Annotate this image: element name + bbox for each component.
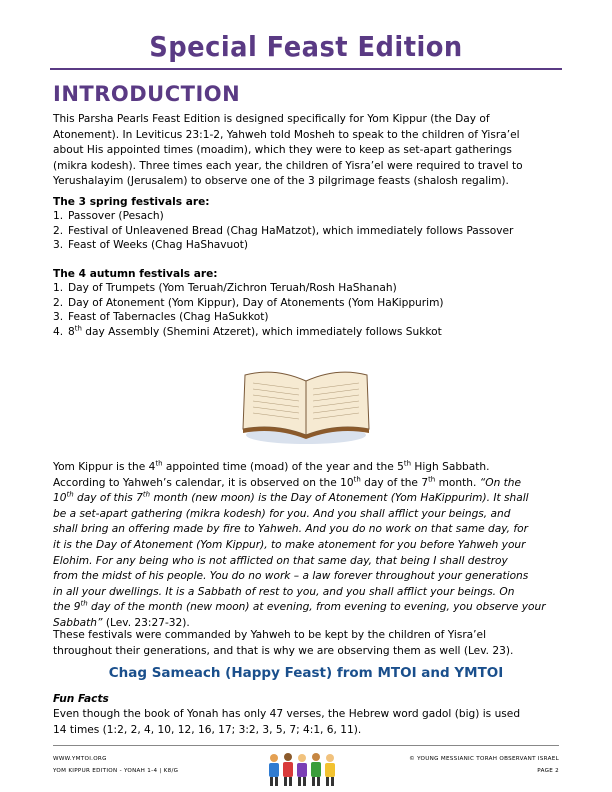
ordinal-number: 8 (68, 325, 75, 338)
yom-kippur-paragraph: Yom Kippur is the 4th appointed time (moad) of the year and the 5th High Sabbath. According to Yahweh’s calendar, it is observed on the 10th day of the 7th month. “On the 10th day of this 7th month (new moon) is the Day of Atonement (Yom HaKippurim). It shall be a set-apart gathering (mikra kodesh) for you. And you shall afflict your beings, and shall bring an offering made by fire to Yahweh. And you do no work on that same day, for it is the Day of Atonement (Yom Kippur), to make atonement for you before Yahweh your Elohim. For any being who is not afflicted on that same day, that being I shall destroy from the midst of his people. You do no work – a law forever throughout your generations in all your dwellings. It is a Sabbath of rest to you, and you shall afflict your beings. On the 9th day of the month (new moon) at evening, from evening to evening, you observe your Sabbath” (Lev. 23:27-32). (53, 460, 561, 632)
feast-greeting-banner: Chag Sameach (Happy Feast) from MTOI and YMTOI (108, 665, 504, 681)
list-number: 3. (53, 311, 64, 324)
list-text: Festival of Unleavened Bread (Chag HaMatzot), which immediately follows Passover (68, 224, 514, 237)
list-number: 1. (53, 210, 64, 222)
list-number: 1. (53, 282, 64, 294)
list-item (53, 238, 561, 253)
title-divider (50, 68, 562, 70)
footer-divider (53, 745, 559, 746)
list-item (53, 209, 561, 224)
fun-facts-paragraph (53, 707, 561, 738)
intro-line: about His appointed times (moadim), which they were to keep as set-apart gatherings (53, 144, 512, 157)
scripture-line: in all your dwellings. It is a Sabbath of rest to you, and you shall afflict your beings. On (53, 585, 515, 598)
footer-copyright: © YOUNG MESSIANIC TORAH OBSERVANT ISRAEL (409, 756, 559, 762)
list-number: 4. (53, 325, 64, 338)
intro-line: Atonement). In Leviticus 23:1-2, Yahweh told Mosheh to speak to the children of Yisra’el (53, 128, 520, 141)
scripture-line: Elohim. For any being who is not afflicted on that same day, that being I shall destroy (53, 554, 508, 567)
fun-fact-line: 14 times (1:2, 2, 4, 10, 12, 16, 17; 3:2, 3, 5, 7; 4:1, 6, 11). (53, 723, 362, 736)
page-title: Special Feast Edition (149, 30, 463, 63)
list-text: day Assembly (Shemini Atzeret), which immediately follows Sukkot (81, 325, 442, 338)
list-text: Feast of Weeks (Chag HaShavuot) (68, 239, 249, 252)
intro-line: This Parsha Pearls Feast Edition is designed specifically for Yom Kippur (the Day of (53, 113, 490, 125)
footer-website-link[interactable]: WWW.YMTOI.ORG (53, 756, 107, 762)
scripture-line: shall bring an offering made by fire to Yahweh. And you do no work on that same day, for (53, 523, 528, 536)
list-text: Passover (Pesach) (68, 210, 164, 222)
list-item (53, 325, 561, 340)
closing-line: throughout their generations, and that is why we are observing them as well (Lev. 23). (53, 644, 514, 657)
closing-paragraph (53, 628, 561, 659)
open-book-illustration (237, 365, 375, 447)
ordinal-suffix: th (74, 324, 82, 333)
spring-festivals-title: The 3 spring festivals are: (53, 196, 210, 208)
list-item (53, 296, 561, 311)
scripture-line: from the midst of his people. You do no work – a law forever throughout your generations (53, 570, 529, 583)
list-text: Day of Atonement (Yom Kippur), Day of Atonements (Yom HaKippurim) (68, 296, 444, 309)
list-item (53, 281, 561, 296)
list-number: 3. (53, 239, 64, 252)
intro-line: Yerushalayim (Jerusalem) to observe one of the 3 pilgrimage feasts (shalosh regalim). (53, 175, 509, 188)
list-text: Day of Trumpets (Yom Teruah/Zichron Teruah/Rosh HaShanah) (68, 282, 397, 294)
intro-paragraph (53, 112, 561, 190)
list-item (53, 224, 561, 239)
spring-festivals-list (53, 209, 561, 253)
list-text: Feast of Tabernacles (Chag HaSukkot) (68, 311, 269, 324)
footer-edition: YOM KIPPUR EDITION - YONAH 1-4 | K8/G (53, 768, 179, 774)
autumn-festivals-list (53, 281, 561, 339)
footer-page-number: PAGE 2 (537, 768, 559, 774)
intro-line: (mikra kodesh). Three times each year, the children of Yisra’el were required to travel to (53, 159, 523, 172)
autumn-festivals-title: The 4 autumn festivals are: (53, 268, 218, 280)
fun-facts-title: Fun Facts (53, 693, 109, 705)
section-heading-introduction: INTRODUCTION (53, 82, 241, 106)
fun-fact-line: Even though the book of Yonah has only 47 verses, the Hebrew word gadol (big) is used (53, 708, 521, 720)
scripture-line: it is the Day of Atonement (Yom Kippur), to make atonement for you before Yahweh your (53, 538, 526, 551)
list-number: 2. (53, 224, 64, 237)
list-number: 2. (53, 296, 64, 309)
list-item (53, 310, 561, 325)
scripture-line: be a set-apart gathering (mikra kodesh) for you. And you shall afflict your beings, and (53, 507, 511, 520)
closing-line: These festivals were commanded by Yahweh to be kept by the children of Yisra’el (53, 629, 487, 641)
children-logo-icon (266, 752, 342, 788)
